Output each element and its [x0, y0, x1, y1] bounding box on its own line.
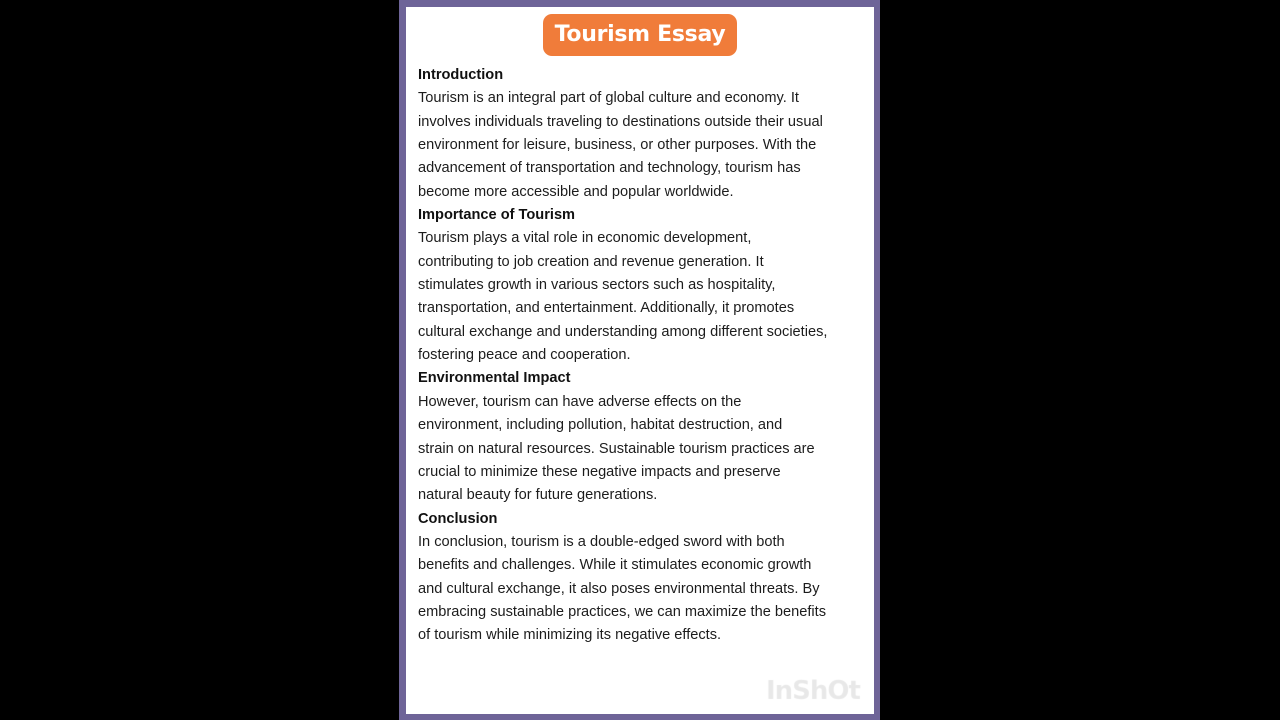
inshot-watermark: InShOt [766, 676, 860, 706]
text-line: fostering peace and cooperation. [418, 347, 631, 364]
section-conclusion [418, 508, 870, 648]
text-line: In conclusion, tourism is a double-edged sword with both [418, 533, 785, 550]
text-line: benefits and challenges. While it stimulates economic growth [418, 557, 812, 574]
text-line: become more accessible and popular worldwide. [418, 183, 734, 200]
essay-body [418, 64, 870, 648]
text-line: environment for leisure, business, or other purposes. With the [418, 137, 817, 154]
section-paragraph [418, 531, 870, 648]
section-heading: Conclusion [418, 510, 498, 527]
text-line: Tourism plays a vital role in economic development, [418, 230, 752, 247]
section-paragraph [418, 227, 870, 367]
section-heading: Introduction [418, 67, 504, 83]
text-line: contributing to job creation and revenue generation. It [418, 253, 764, 270]
text-line: However, tourism can have adverse effects on the [418, 393, 742, 410]
text-line: environment, including pollution, habitat destruction, and [418, 417, 783, 434]
text-line: Tourism is an integral part of global culture and economy. It [418, 90, 799, 107]
section-environmental-impact [418, 367, 870, 507]
section-heading: Environmental Impact [418, 370, 571, 387]
section-introduction [418, 64, 870, 204]
section-paragraph [418, 87, 870, 204]
text-line: natural beauty for future generations. [418, 487, 658, 504]
text-line: and cultural exchange, it also poses environmental threats. By [418, 580, 820, 597]
text-line: cultural exchange and understanding among different societies, [418, 323, 828, 340]
section-paragraph [418, 391, 870, 508]
section-heading: Importance of Tourism [418, 207, 576, 224]
text-line: embracing sustainable practices, we can maximize the benefits [418, 603, 827, 620]
text-line: stimulates growth in various sectors such as hospitality, [418, 277, 776, 294]
text-line: advancement of transportation and technology, tourism has [418, 160, 801, 177]
text-line: involves individuals traveling to destinations outside their usual [418, 113, 823, 130]
section-importance [418, 204, 870, 367]
essay-title: Tourism Essay [543, 14, 737, 56]
text-line: crucial to minimize these negative impacts and preserve [418, 463, 781, 480]
text-line: strain on natural resources. Sustainable tourism practices are [418, 440, 815, 457]
text-line: of tourism while minimizing its negative effects. [418, 627, 722, 644]
text-line: transportation, and entertainment. Additionally, it promotes [418, 300, 795, 317]
